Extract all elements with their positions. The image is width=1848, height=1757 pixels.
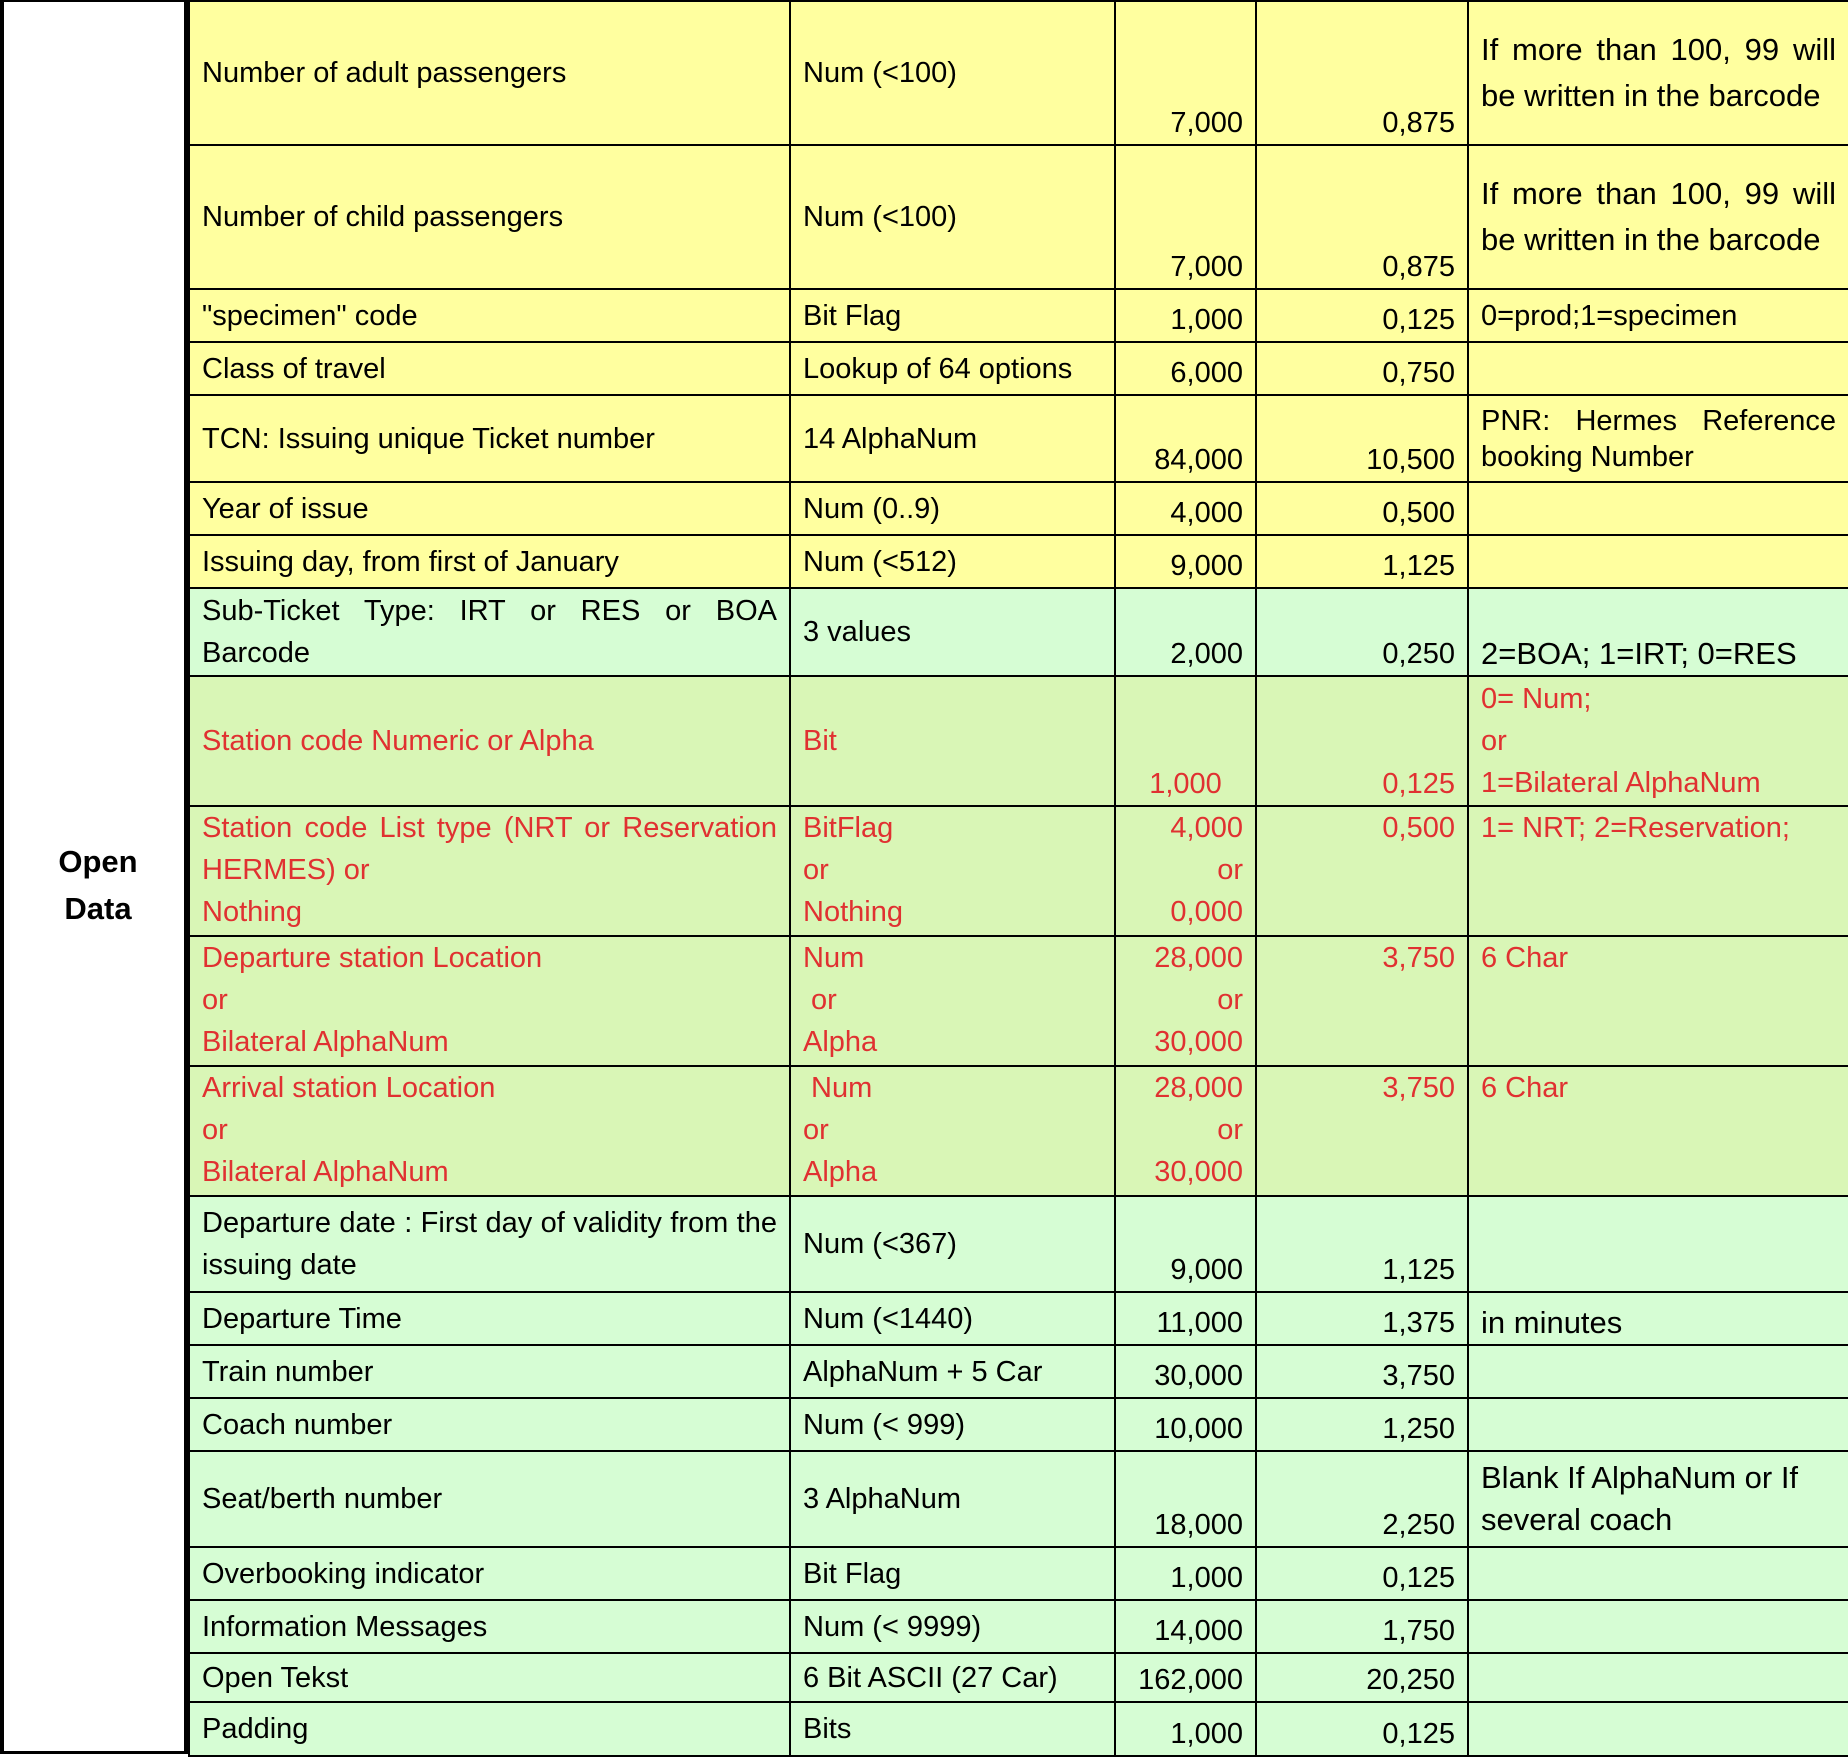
section-column — [0, 0, 188, 1754]
data-type-cell: Num (<100) — [790, 1, 1115, 145]
table-row — [189, 342, 1848, 395]
note-cell: PNR: Hermes Reference booking Number — [1468, 395, 1848, 482]
table-row — [189, 1653, 1848, 1702]
table-row — [189, 1451, 1848, 1547]
data-type-cell: 3 values — [790, 588, 1115, 676]
table-row — [189, 482, 1848, 535]
data-type-cell: Bits — [790, 1702, 1115, 1756]
data-type-cell: Num (< 999) — [790, 1398, 1115, 1451]
bits-cell: 10,000 — [1115, 1398, 1256, 1451]
data-type-cell: Num (0..9) — [790, 482, 1115, 535]
field-name-cell — [189, 936, 790, 1066]
bits-cell: 84,000 — [1115, 395, 1256, 482]
cell-line: Bilateral AlphaNum — [202, 1026, 449, 1058]
bytes-cell: 1,125 — [1256, 1196, 1468, 1292]
cell-line: or — [803, 1114, 829, 1146]
cell-line: 0= Num; — [1481, 683, 1592, 715]
bytes-cell: 0,125 — [1256, 1702, 1468, 1756]
data-type-cell: Num (<1440) — [790, 1292, 1115, 1345]
cell-line: or — [803, 984, 837, 1016]
bits-cell: 18,000 — [1115, 1451, 1256, 1547]
note-cell — [1468, 1547, 1848, 1600]
bytes-cell: 0,500 — [1256, 806, 1468, 936]
cell-line: or — [803, 854, 829, 886]
bits-cell: 4,000 — [1115, 482, 1256, 535]
field-name-cell: Number of adult passengers — [189, 1, 790, 145]
cell-line: or — [1217, 1114, 1243, 1146]
cell-line: Nothing — [202, 896, 302, 928]
table-row — [189, 1292, 1848, 1345]
cell-line: Arrival station Location — [202, 1072, 496, 1104]
field-name-cell: Padding — [189, 1702, 790, 1756]
table-row — [189, 676, 1848, 806]
bits-cell: 7,000 — [1115, 1, 1256, 145]
table-row — [189, 1547, 1848, 1600]
field-name-cell: TCN: Issuing unique Ticket number — [189, 395, 790, 482]
field-name-cell: Station code Numeric or Alpha — [189, 676, 790, 806]
section-label — [4, 838, 192, 932]
table-row — [189, 395, 1848, 482]
bytes-cell: 0,125 — [1256, 676, 1468, 806]
data-type-cell — [790, 936, 1115, 1066]
table-row — [189, 145, 1848, 289]
cell-line: 0,000 — [1170, 896, 1243, 928]
bytes-cell: 20,250 — [1256, 1653, 1468, 1702]
bits-cell: 11,000 — [1115, 1292, 1256, 1345]
bits-cell: 1,000 — [1115, 289, 1256, 342]
field-name-cell: Overbooking indicator — [189, 1547, 790, 1600]
note-cell: 6 Char — [1468, 936, 1848, 1066]
field-name-cell: Departure Time — [189, 1292, 790, 1345]
bits-cell: 30,000 — [1115, 1345, 1256, 1398]
bytes-cell: 0,875 — [1256, 145, 1468, 289]
note-cell: If more than 100, 99 will be written in the barcode — [1468, 145, 1848, 289]
field-name-cell: Departure date : First day of validity from the issuing date — [189, 1196, 790, 1292]
bytes-cell: 1,125 — [1256, 535, 1468, 588]
table-row — [189, 936, 1848, 1066]
table-row — [189, 1196, 1848, 1292]
cell-line: Alpha — [803, 1156, 878, 1188]
field-name-cell — [189, 1066, 790, 1196]
data-type-cell: 6 Bit ASCII (27 Car) — [790, 1653, 1115, 1702]
field-name-cell: Year of issue — [189, 482, 790, 535]
bits-cell: 9,000 — [1115, 1196, 1256, 1292]
table-row — [189, 535, 1848, 588]
bits-cell — [1115, 936, 1256, 1066]
data-type-cell: Bit Flag — [790, 1547, 1115, 1600]
note-cell — [1468, 342, 1848, 395]
field-spec-table — [188, 0, 1848, 1757]
note-cell — [1468, 1653, 1848, 1702]
bits-cell: 1,000 — [1115, 1547, 1256, 1600]
cell-line: or — [1481, 725, 1507, 757]
table-row — [189, 1600, 1848, 1653]
table-row — [189, 1345, 1848, 1398]
data-type-cell: Num (<512) — [790, 535, 1115, 588]
data-type-cell: Num (< 9999) — [790, 1600, 1115, 1653]
field-name-cell: Train number — [189, 1345, 790, 1398]
bits-cell: 9,000 — [1115, 535, 1256, 588]
table-row — [189, 806, 1848, 936]
data-type-cell: Num (<367) — [790, 1196, 1115, 1292]
field-name-cell: Coach number — [189, 1398, 790, 1451]
field-name-cell: Class of travel — [189, 342, 790, 395]
data-type-cell: Bit Flag — [790, 289, 1115, 342]
table-row — [189, 588, 1848, 676]
cell-line: BitFlag — [803, 812, 894, 844]
data-type-cell: 3 AlphaNum — [790, 1451, 1115, 1547]
bytes-cell: 3,750 — [1256, 936, 1468, 1066]
bytes-cell: 0,125 — [1256, 1547, 1468, 1600]
bits-cell — [1115, 806, 1256, 936]
bytes-cell: 0,250 — [1256, 588, 1468, 676]
bytes-cell: 0,500 — [1256, 482, 1468, 535]
bytes-cell: 3,750 — [1256, 1345, 1468, 1398]
bytes-cell: 0,750 — [1256, 342, 1468, 395]
cell-line: Bilateral AlphaNum — [202, 1156, 449, 1188]
data-type-cell — [790, 806, 1115, 936]
cell-line: 30,000 — [1154, 1156, 1243, 1188]
section-label-line-2: Data — [64, 891, 132, 926]
note-cell — [1468, 676, 1848, 806]
field-name-cell: Issuing day, from first of January — [189, 535, 790, 588]
bytes-cell: 1,250 — [1256, 1398, 1468, 1451]
cell-line: Nothing — [803, 896, 903, 928]
note-cell — [1468, 1600, 1848, 1653]
cell-line: 28,000 — [1154, 942, 1243, 974]
note-cell: 1= NRT; 2=Reservation; — [1468, 806, 1848, 936]
table-row — [189, 1702, 1848, 1756]
note-cell — [1468, 535, 1848, 588]
note-cell: 0=prod;1=specimen — [1468, 289, 1848, 342]
data-type-cell: 14 AlphaNum — [790, 395, 1115, 482]
data-type-cell — [790, 1066, 1115, 1196]
cell-line: Departure station Location — [202, 942, 543, 974]
cell-line: Station code List type (NRT or Reservation HERMES) or — [202, 812, 777, 886]
bits-cell: 14,000 — [1115, 1600, 1256, 1653]
bits-cell: 6,000 — [1115, 342, 1256, 395]
cell-line: 28,000 — [1154, 1072, 1243, 1104]
bits-cell: 7,000 — [1115, 145, 1256, 289]
table-row — [189, 1066, 1848, 1196]
bytes-cell: 3,750 — [1256, 1066, 1468, 1196]
field-name-cell: "specimen" code — [189, 289, 790, 342]
bytes-cell: 10,500 — [1256, 395, 1468, 482]
note-cell: Blank If AlphaNum or If several coach — [1468, 1451, 1848, 1547]
bits-cell: 1,000 — [1115, 676, 1256, 806]
bits-cell: 2,000 — [1115, 588, 1256, 676]
section-label-line-1: Open — [58, 844, 138, 879]
field-name-cell: Sub-Ticket Type: IRT or RES or BOA Barcode — [189, 588, 790, 676]
cell-line: or — [1217, 854, 1243, 886]
note-cell — [1468, 482, 1848, 535]
cell-line: Num — [803, 1072, 873, 1104]
note-cell: 2=BOA; 1=IRT; 0=RES — [1468, 588, 1848, 676]
note-cell: 6 Char — [1468, 1066, 1848, 1196]
cell-line: Num — [803, 942, 865, 974]
data-type-cell: AlphaNum + 5 Car — [790, 1345, 1115, 1398]
bytes-cell: 1,375 — [1256, 1292, 1468, 1345]
note-cell — [1468, 1398, 1848, 1451]
cell-line: or — [202, 984, 228, 1016]
data-type-cell: Num (<100) — [790, 145, 1115, 289]
bytes-cell: 1,750 — [1256, 1600, 1468, 1653]
field-name-cell: Information Messages — [189, 1600, 790, 1653]
data-type-cell: Lookup of 64 options — [790, 342, 1115, 395]
bits-cell: 162,000 — [1115, 1653, 1256, 1702]
table-row — [189, 1398, 1848, 1451]
note-cell: in minutes — [1468, 1292, 1848, 1345]
bits-cell — [1115, 1066, 1256, 1196]
field-name-cell — [189, 806, 790, 936]
field-name-cell: Open Tekst — [189, 1653, 790, 1702]
cell-line: or — [1217, 984, 1243, 1016]
table-row — [189, 289, 1848, 342]
field-name-cell: Number of child passengers — [189, 145, 790, 289]
note-cell — [1468, 1345, 1848, 1398]
bits-cell: 1,000 — [1115, 1702, 1256, 1756]
note-cell — [1468, 1196, 1848, 1292]
note-cell — [1468, 1702, 1848, 1756]
cell-line: or — [202, 1114, 228, 1146]
bytes-cell: 2,250 — [1256, 1451, 1468, 1547]
cell-line: 30,000 — [1154, 1026, 1243, 1058]
data-type-cell: Bit — [790, 676, 1115, 806]
bytes-cell: 0,125 — [1256, 289, 1468, 342]
cell-line: 1=Bilateral AlphaNum — [1481, 767, 1761, 799]
note-cell: If more than 100, 99 will be written in the barcode — [1468, 1, 1848, 145]
field-name-cell: Seat/berth number — [189, 1451, 790, 1547]
bytes-cell: 0,875 — [1256, 1, 1468, 145]
cell-line: 4,000 — [1170, 812, 1243, 844]
table-row — [189, 1, 1848, 145]
cell-line: Alpha — [803, 1026, 878, 1058]
